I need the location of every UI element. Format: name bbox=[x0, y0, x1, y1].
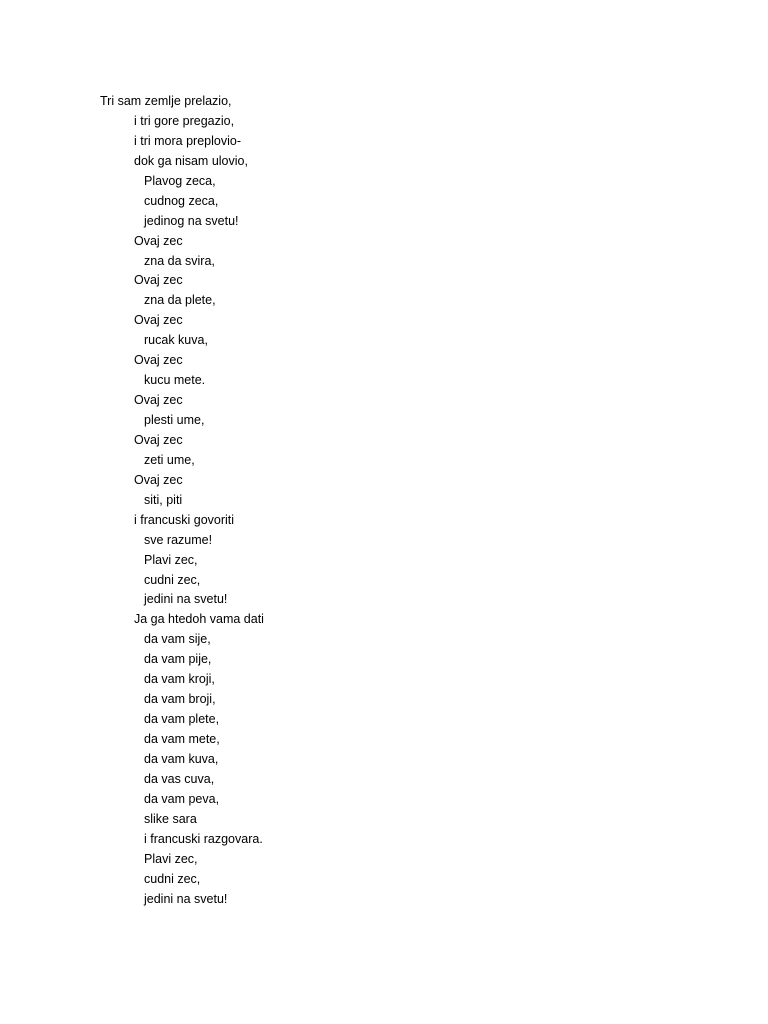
poem-line: kucu mete. bbox=[144, 373, 206, 388]
poem-line: cudni zec, bbox=[144, 572, 201, 587]
poem-line: da vam sije, bbox=[144, 632, 211, 647]
poem-line: i francuski razgovara. bbox=[144, 831, 263, 846]
poem-line: plesti ume, bbox=[144, 413, 205, 427]
poem-line: jedini na svetu! bbox=[144, 891, 228, 906]
poem-line: Ovaj zec bbox=[134, 353, 183, 368]
poem-line: da vam peva, bbox=[144, 791, 220, 806]
poem-line: cudnog zeca, bbox=[144, 193, 219, 208]
poem-line: da vam broji, bbox=[144, 692, 216, 707]
poem-line: i tri gore pregazio, bbox=[134, 113, 235, 128]
poem-line: da vam mete, bbox=[144, 732, 220, 746]
poem-line: Ovaj zec bbox=[134, 393, 183, 408]
poem-line: Plavi zec, bbox=[144, 552, 198, 567]
poem-line: da vam kroji, bbox=[144, 672, 215, 687]
poem-line: Ja ga htedoh vama dati bbox=[134, 612, 264, 627]
poem-line: slike sara bbox=[144, 811, 197, 826]
poem-line: Plavog zeca, bbox=[144, 173, 216, 188]
poem-line: i tri mora preplovio- bbox=[134, 133, 241, 148]
poem-line: Ovaj zec bbox=[134, 432, 183, 447]
poem-line: zna da plete, bbox=[144, 293, 216, 308]
poem-line: Ovaj zec bbox=[134, 233, 183, 248]
poem-line: i francuski govoriti bbox=[134, 512, 235, 527]
poem-line: jedini na svetu! bbox=[144, 592, 228, 607]
poem-line: Ovaj zec bbox=[134, 273, 183, 288]
poem-line: dok ga nisam ulovio, bbox=[134, 153, 248, 168]
poem-line: jedinog na svetu! bbox=[144, 213, 239, 228]
poem-line: Plavi zec, bbox=[144, 851, 198, 866]
poem-line: Ovaj zec bbox=[134, 472, 183, 487]
poem bbox=[100, 92, 264, 909]
poem-line: zeti ume, bbox=[144, 452, 195, 467]
poem-line: da vam pije, bbox=[144, 652, 212, 667]
poem-line: rucak kuva, bbox=[144, 333, 208, 348]
poem-line: da vam plete, bbox=[144, 712, 220, 727]
poem-line: da vam kuva, bbox=[144, 751, 219, 766]
poem-line: sve razume! bbox=[144, 532, 213, 547]
poem-line: zna da svira, bbox=[144, 253, 215, 268]
poem-line: da vas cuva, bbox=[144, 771, 215, 786]
poem-line: Tri sam zemlje prelazio, bbox=[100, 94, 232, 108]
poem-line: cudni zec, bbox=[144, 871, 201, 886]
poem-line: Ovaj zec bbox=[134, 313, 183, 328]
poem-line: siti, piti bbox=[144, 492, 183, 507]
